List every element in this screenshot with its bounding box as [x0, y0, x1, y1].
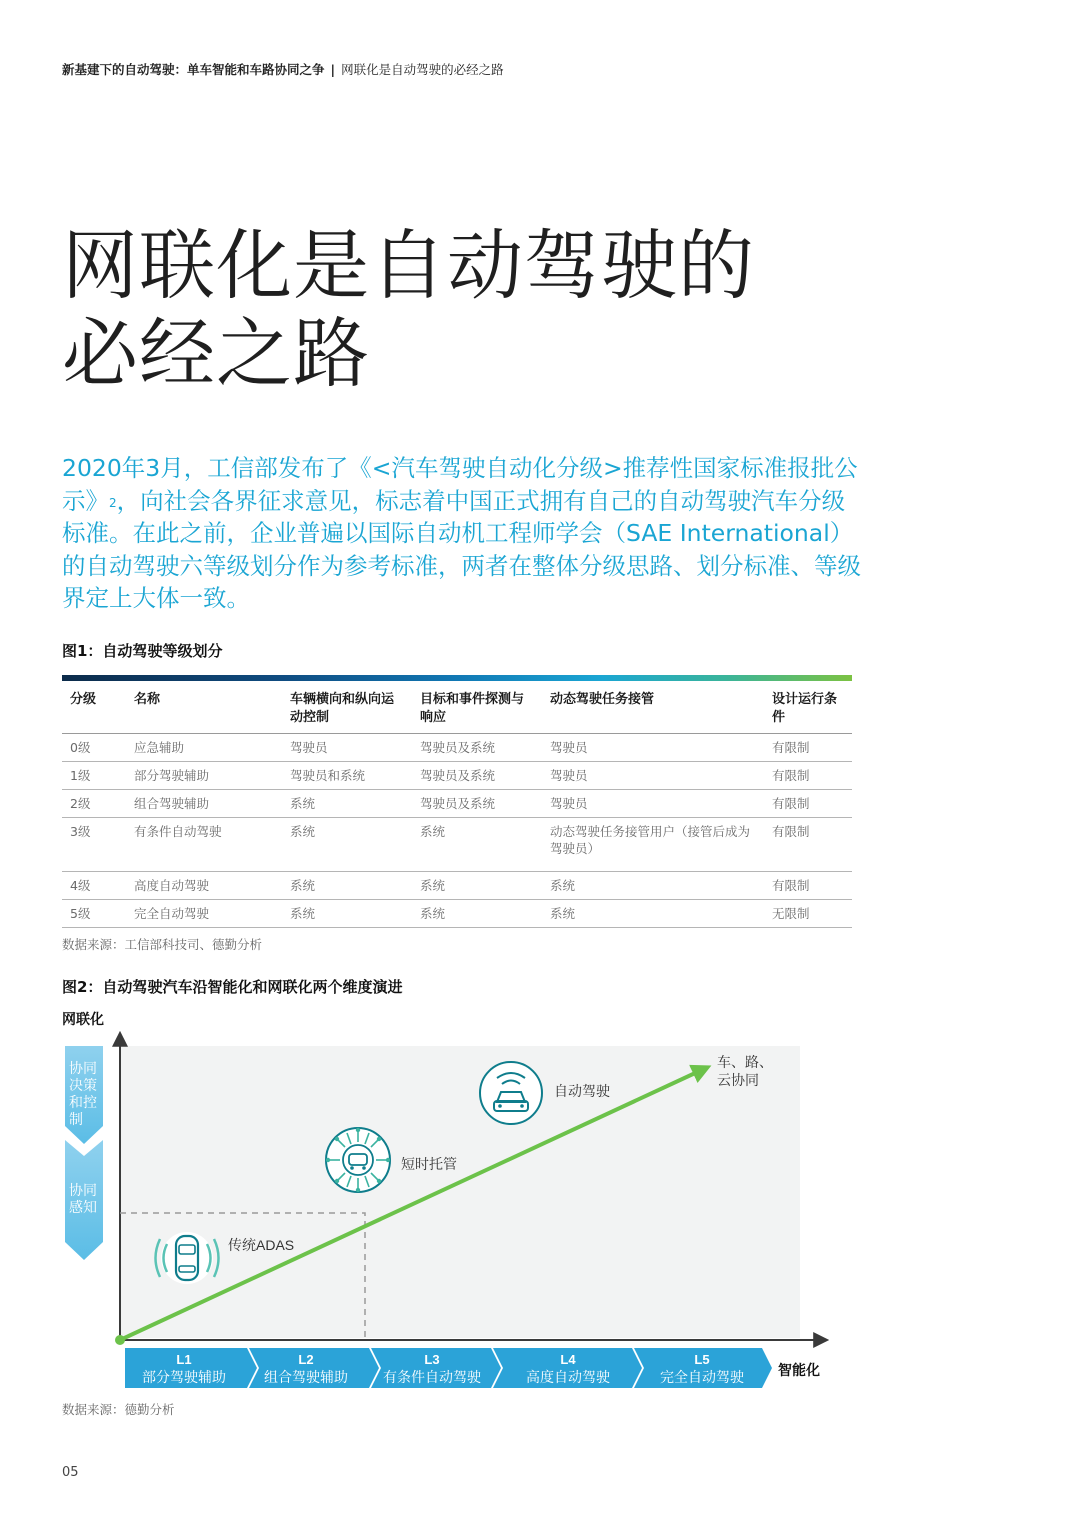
title-line-1: 网联化是自动驾驶的 [62, 221, 755, 310]
grades-table [62, 681, 852, 928]
header-takeover: 动态驾驶任务接管 [542, 681, 764, 734]
figure2-source: 数据来源：德勤分析 [62, 1402, 175, 1417]
header-detection: 目标和事件探测与响应 [412, 681, 542, 734]
cell-takeover: 驾驶员 [542, 790, 764, 818]
cell-takeover: 动态驾驶任务接管用户（接管后成为驾驶员） [542, 818, 764, 872]
cell-grade: 0级 [62, 734, 126, 762]
milestone-label-takeover: 短时托管 [401, 1156, 457, 1172]
cell-motion-control: 系统 [282, 818, 412, 872]
cell-name: 完全自动驾驶 [126, 900, 282, 928]
header-conditions: 设计运行条件 [764, 681, 852, 734]
table-row [62, 900, 852, 928]
header-grade: 分级 [62, 681, 126, 734]
header-motion-control: 车辆横向和纵向运动控制 [282, 681, 412, 734]
cell-detection: 系统 [412, 872, 542, 900]
cell-grade: 4级 [62, 872, 126, 900]
lead-text: 2020年3月，工信部发布了《<汽车驾驶自动化分级>推荐性国家标准报批公示》 [62, 454, 858, 515]
lead-paragraph [62, 452, 862, 615]
cell-motion-control: 系统 [282, 900, 412, 928]
cell-takeover: 系统 [542, 872, 764, 900]
origin-point [115, 1335, 125, 1345]
y-band-label: 感知 [69, 1199, 97, 1215]
cell-grade: 1级 [62, 762, 126, 790]
x-axis-label: 智能化 [778, 1362, 820, 1378]
table-row [62, 818, 852, 872]
cell-takeover: 驾驶员 [542, 762, 764, 790]
table-row [62, 790, 852, 818]
milestone-label-autonomous: 自动驾驶 [554, 1083, 610, 1099]
cell-conditions: 有限制 [764, 872, 852, 900]
running-header [62, 60, 504, 78]
y-band-label: 协同 [69, 1060, 97, 1076]
footnote-marker[interactable]: 2 [109, 495, 117, 510]
cell-motion-control: 驾驶员 [282, 734, 412, 762]
circuit-car-icon [326, 1128, 390, 1192]
level-code: L1 [176, 1352, 192, 1367]
car-signal-icon [480, 1062, 542, 1124]
page-title [62, 222, 822, 398]
table-header-row [62, 681, 852, 734]
figure1-caption: 图1：自动驾驶等级划分 [62, 642, 223, 660]
table-row [62, 734, 852, 762]
evolution-diagram [60, 1008, 850, 1393]
end-label: 车、路、 [717, 1054, 773, 1070]
page-number: 05 [62, 1465, 79, 1480]
y-axis-label: 网联化 [62, 1011, 104, 1027]
report-title: 新基建下的自动驾驶：单车智能和车路协同之争 [62, 62, 325, 77]
table-row [62, 872, 852, 900]
level-name: 高度自动驾驶 [526, 1369, 610, 1385]
cell-conditions: 无限制 [764, 900, 852, 928]
cell-motion-control: 驾驶员和系统 [282, 762, 412, 790]
table-row [62, 762, 852, 790]
level-name: 完全自动驾驶 [660, 1369, 744, 1385]
level-code: L2 [298, 1352, 314, 1367]
cell-detection: 驾驶员及系统 [412, 734, 542, 762]
header-separator: | [330, 62, 336, 77]
cell-grade: 5级 [62, 900, 126, 928]
milestone-label-adas: 传统ADAS [228, 1237, 295, 1253]
section-name: 网联化是自动驾驶的必经之路 [341, 62, 504, 77]
level-name: 组合驾驶辅助 [264, 1369, 348, 1385]
figure1-source: 数据来源：工信部科技司、德勤分析 [62, 937, 263, 952]
level-code: L5 [694, 1352, 710, 1367]
cell-conditions: 有限制 [764, 790, 852, 818]
cell-takeover: 系统 [542, 900, 764, 928]
cell-name: 部分驾驶辅助 [126, 762, 282, 790]
cell-grade: 2级 [62, 790, 126, 818]
level-code: L3 [424, 1352, 440, 1367]
cell-detection: 驾驶员及系统 [412, 762, 542, 790]
cell-name: 应急辅助 [126, 734, 282, 762]
cell-conditions: 有限制 [764, 818, 852, 872]
cell-conditions: 有限制 [764, 762, 852, 790]
level-name: 部分驾驶辅助 [142, 1369, 226, 1385]
cell-motion-control: 系统 [282, 790, 412, 818]
cell-detection: 系统 [412, 900, 542, 928]
grades-table-container [62, 675, 852, 928]
cell-conditions: 有限制 [764, 734, 852, 762]
header-name: 名称 [126, 681, 282, 734]
level-name: 有条件自动驾驶 [383, 1369, 481, 1385]
figure2-caption: 图2：自动驾驶汽车沿智能化和网联化两个维度演进 [62, 978, 403, 996]
cell-name: 高度自动驾驶 [126, 872, 282, 900]
cell-takeover: 驾驶员 [542, 734, 764, 762]
title-line-2: 必经之路 [62, 309, 370, 398]
y-band-label: 和控 [69, 1094, 97, 1110]
y-band-label: 决策 [69, 1077, 97, 1093]
lead-text-after: ，向社会各界征求意见，标志着中国正式拥有自己的自动驾驶汽车分级标准。在此之前，企业普遍以国际自动机工程师学会（SAE International）的自动驾驶六等级划分作为参考标准，两者在整体分级思路、划分标准、等级界定上大体一致。 [62, 486, 861, 612]
y-band-label: 制 [69, 1111, 83, 1127]
y-band-label: 协同 [69, 1182, 97, 1198]
cell-detection: 驾驶员及系统 [412, 790, 542, 818]
level-code: L4 [560, 1352, 576, 1367]
cell-name: 有条件自动驾驶 [126, 818, 282, 872]
cell-grade: 3级 [62, 818, 126, 872]
cell-name: 组合驾驶辅助 [126, 790, 282, 818]
end-label: 云协同 [717, 1072, 759, 1088]
cell-motion-control: 系统 [282, 872, 412, 900]
cell-detection: 系统 [412, 818, 542, 872]
